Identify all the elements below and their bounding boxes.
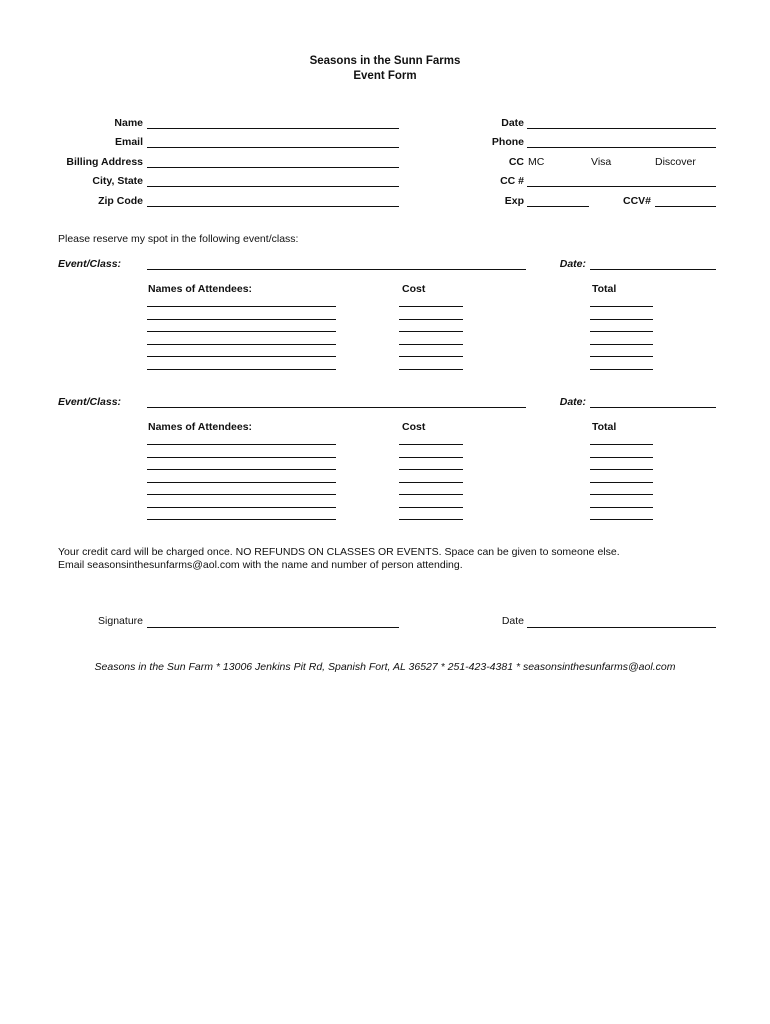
attendee-name-field[interactable] — [147, 507, 336, 508]
date-field[interactable] — [527, 128, 716, 129]
cost-field[interactable] — [399, 306, 463, 307]
event-class-label: Event/Class: — [58, 396, 122, 408]
zip-code-field[interactable] — [147, 206, 399, 207]
total-field[interactable] — [590, 457, 653, 458]
date-label: Date — [501, 117, 524, 129]
total-field[interactable] — [590, 519, 653, 520]
signature-field[interactable] — [147, 627, 399, 628]
email-label: Email — [114, 136, 143, 148]
total-header: Total — [592, 421, 617, 433]
notice-line-2: Email seasonsinthesunfarms@aol.com with the name and number of person attending. — [58, 559, 463, 571]
attendee-name-field[interactable] — [147, 519, 336, 520]
attendee-name-field[interactable] — [147, 319, 336, 320]
event-class-field[interactable] — [147, 407, 526, 408]
ccv-field[interactable] — [655, 206, 716, 207]
attendee-name-field[interactable] — [147, 331, 336, 332]
total-header: Total — [592, 283, 617, 295]
signature-label: Signature — [98, 615, 143, 627]
attendee-name-field[interactable] — [147, 369, 336, 370]
name-label: Name — [114, 117, 143, 129]
exp-field[interactable] — [527, 206, 589, 207]
cost-field[interactable] — [399, 469, 463, 470]
attendee-name-field[interactable] — [147, 306, 336, 307]
total-field[interactable] — [590, 369, 653, 370]
total-field[interactable] — [590, 319, 653, 320]
notice-line-1: Your credit card will be charged once. NO REFUNDS ON CLASSES OR EVENTS. Space can be given to someone else. — [58, 546, 620, 558]
attendee-name-field[interactable] — [147, 457, 336, 458]
attendee-name-field[interactable] — [147, 469, 336, 470]
cc-option-mc[interactable]: MC — [528, 156, 545, 168]
name-field[interactable] — [147, 128, 399, 129]
form-title: Seasons in the Sunn Farms — [309, 55, 461, 67]
cost-field[interactable] — [399, 369, 463, 370]
event-class-field[interactable] — [147, 269, 526, 270]
event-class-label: Event/Class: — [58, 258, 122, 270]
cost-field[interactable] — [399, 331, 463, 332]
cost-field[interactable] — [399, 319, 463, 320]
total-field[interactable] — [590, 344, 653, 345]
phone-label: Phone — [491, 136, 524, 148]
cost-field[interactable] — [399, 444, 463, 445]
cost-field[interactable] — [399, 519, 463, 520]
billing-address-label: Billing Address — [66, 156, 143, 168]
cc-option-visa[interactable]: Visa — [591, 156, 612, 168]
form-subtitle: Event Form — [353, 70, 417, 82]
attendee-name-field[interactable] — [147, 356, 336, 357]
exp-label: Exp — [504, 195, 524, 207]
footer-address: Seasons in the Sun Farm * 13006 Jenkins Pit Rd, Spanish Fort, AL 36527 * 251-423-4381 * seasonsinthesunfarms@aol.com — [94, 661, 676, 673]
total-field[interactable] — [590, 469, 653, 470]
city-state-label: City, State — [92, 175, 143, 187]
attendee-name-field[interactable] — [147, 482, 336, 483]
cost-header: Cost — [402, 283, 426, 295]
attendee-name-field[interactable] — [147, 444, 336, 445]
city-state-field[interactable] — [147, 186, 399, 187]
cost-field[interactable] — [399, 356, 463, 357]
cc-option-discover[interactable]: Discover — [655, 156, 696, 168]
total-field[interactable] — [590, 306, 653, 307]
cost-field[interactable] — [399, 482, 463, 483]
cost-field[interactable] — [399, 494, 463, 495]
total-field[interactable] — [590, 482, 653, 483]
ccv-label: CCV# — [622, 195, 651, 207]
reserve-text: Please reserve my spot in the following event/class: — [58, 233, 299, 245]
cc-number-field[interactable] — [527, 186, 716, 187]
zip-code-label: Zip Code — [98, 195, 143, 207]
total-field[interactable] — [590, 507, 653, 508]
cc-label: CC — [508, 156, 524, 168]
event-date-label: Date: — [559, 396, 586, 408]
attendees-header: Names of Attendees: — [148, 283, 253, 295]
billing-address-field[interactable] — [147, 167, 399, 168]
event-date-field[interactable] — [590, 407, 716, 408]
phone-field[interactable] — [527, 147, 716, 148]
total-field[interactable] — [590, 331, 653, 332]
cost-header: Cost — [402, 421, 426, 433]
cc-number-label: CC # — [500, 175, 524, 187]
cost-field[interactable] — [399, 344, 463, 345]
attendees-header: Names of Attendees: — [148, 421, 253, 433]
total-field[interactable] — [590, 356, 653, 357]
cost-field[interactable] — [399, 457, 463, 458]
cost-field[interactable] — [399, 507, 463, 508]
signature-date-field[interactable] — [527, 627, 716, 628]
attendee-name-field[interactable] — [147, 494, 336, 495]
event-date-label: Date: — [559, 258, 586, 270]
attendee-name-field[interactable] — [147, 344, 336, 345]
total-field[interactable] — [590, 494, 653, 495]
event-date-field[interactable] — [590, 269, 716, 270]
email-field[interactable] — [147, 147, 399, 148]
total-field[interactable] — [590, 444, 653, 445]
signature-date-label: Date — [501, 615, 524, 627]
